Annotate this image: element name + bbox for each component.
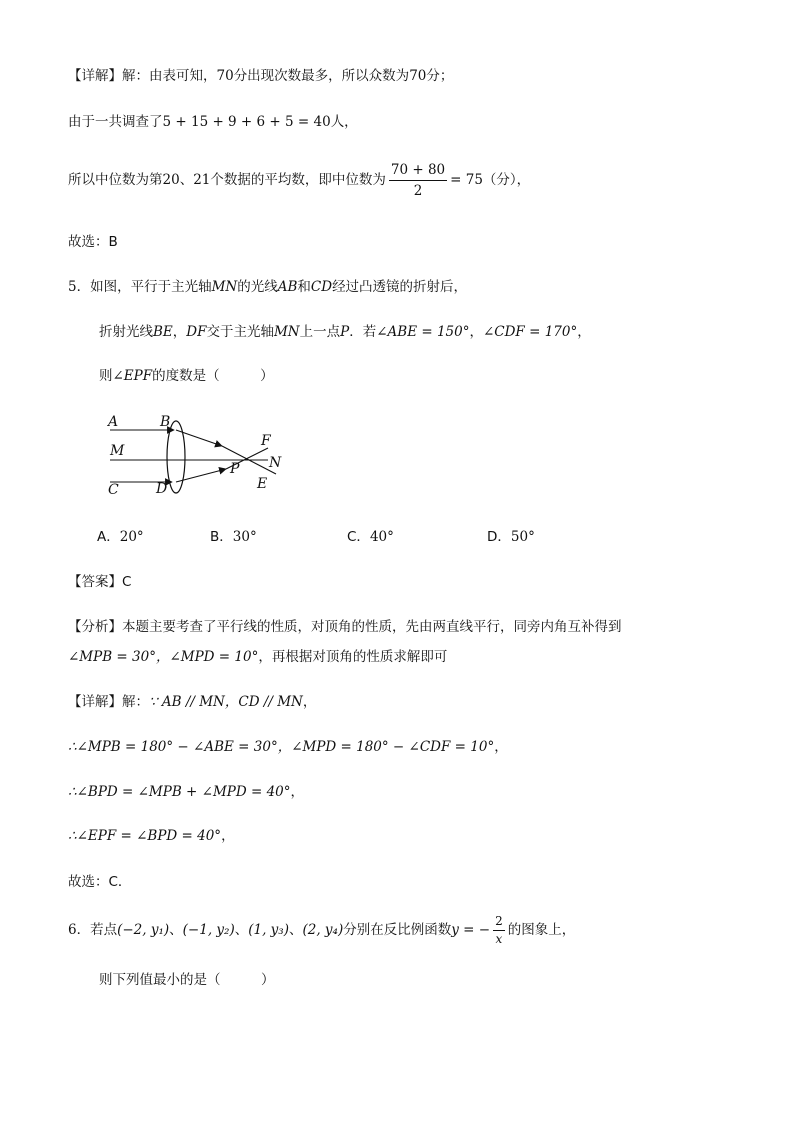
choice-label: C． [347,529,370,545]
analysis-line-2 [68,647,447,667]
answer-line [68,572,131,592]
text: 个数据的平均数，即中位数为 [210,172,386,188]
detail-line-2 [68,112,358,132]
number: 70 [216,68,234,84]
text: 交于主光轴 [206,324,274,340]
text: 由于一共调查了 [68,114,163,130]
text: 分别在反比例函数 [343,922,452,938]
question-number: 6． [68,922,91,938]
math: ∴∠MPB = 180° − ∠ABE = 30°，∠MPD = 180° − ∠CDF = 10° [68,739,495,755]
lens-diagram [104,410,304,510]
text: ， [290,784,305,800]
math: MN [273,324,300,340]
point: (1, y₃) [248,922,289,938]
detail-solution-5 [68,872,131,892]
math: BE [153,324,173,340]
number: 21 [193,172,211,188]
choice-value: 30° [232,529,257,545]
text: 的光线 [237,279,278,295]
text: ， [172,324,187,340]
math: ∠ABE = 150° [376,324,470,340]
choice-label: A． [97,529,120,545]
detail-line-1 [68,66,453,86]
text: 如图，平行于主光轴 [90,279,212,295]
label-e: E [257,476,268,492]
q5-stem-line-3 [99,366,274,386]
q5-stem-line-1 [68,277,467,297]
ray-be-arrow [176,430,222,446]
number: 70 [409,68,427,84]
text: 【答案】C [68,574,132,590]
text: 所以中位数为第 [68,172,163,188]
detail-solution-4 [68,826,235,846]
choice-label: D． [487,529,511,545]
text: 【详解】解： [68,694,149,710]
point: (−1, y₂) [182,922,235,938]
text: 人， [330,114,358,130]
text: 则 [99,368,113,384]
math: y = − [451,922,491,938]
choice-value: 20° [119,529,144,545]
text: 和 [297,279,311,295]
text: ， [302,694,317,710]
text: ， [577,324,591,340]
point: (−2, y₁) [117,922,170,938]
text: 的图象上， [507,922,576,938]
label-f: F [261,433,271,449]
math: ∠EPF [112,368,153,384]
text: 【详解】解：由表可知， [68,68,217,84]
label-a: A [108,414,119,430]
choice-d[interactable] [487,527,535,547]
text: 上一点 [299,324,341,340]
choice-c[interactable] [347,527,394,547]
select-line [68,232,118,252]
numerator: 2 [493,914,505,931]
number: 20 [162,172,180,188]
fraction [389,161,447,200]
text: 、 [179,172,194,188]
text: 【分析】本题主要考查了平行线的性质，对顶角的性质，先由两直线平行，同旁内角互补得到 [68,619,622,635]
label-m: M [110,443,125,459]
text: 故选：C． [68,874,132,890]
math: ∴∠BPD = ∠MPB + ∠MPD = 40° [68,784,291,800]
choice-a[interactable] [97,527,144,547]
q5-stem-line-2 [99,322,591,342]
label-p: P [230,461,240,477]
text: 分； [426,68,454,84]
text: 、 [234,922,249,938]
analysis-line-1 [68,617,622,637]
math: DF [186,324,207,340]
text: 若点 [90,922,118,938]
math: ∠CDF = 170° [482,324,578,340]
text: 故选：B [68,234,118,250]
numerator: 70 + 80 [389,161,447,181]
math: P [340,324,350,340]
text: ，再根据对顶角的性质求解即可 [258,649,448,665]
math: AB [277,279,298,295]
question-number: 5． [68,279,91,295]
detail-line-3 [68,158,530,202]
text: ， [469,324,483,340]
math: CD [310,279,333,295]
text: ．若 [349,324,377,340]
math: ∵ AB // MN，CD // MN [149,694,303,710]
text: ， [494,739,508,755]
text: 经过凸透镜的折射后， [332,279,468,295]
text: 、 [169,922,183,938]
q6-stem-line-1 [68,910,575,950]
expression: 5 + 15 + 9 + 6 + 5 = 40 [162,114,331,130]
fraction [493,914,505,947]
choice-value: 40° [369,529,394,545]
label-d: D [156,481,168,497]
detail-solution-1 [68,692,316,712]
math: ∴∠EPF = ∠BPD = 40° [68,828,222,844]
text: 分出现次数最多，所以众数为 [233,68,410,84]
text: 、 [288,922,303,938]
math: MN [211,279,238,295]
choice-b[interactable] [210,527,257,547]
text: 折射光线 [99,324,153,340]
detail-solution-3 [68,782,304,802]
expression: = 75 [450,172,483,188]
text: 的度数是（ ） [152,368,274,384]
denominator: x [495,931,503,946]
detail-solution-2 [68,737,508,757]
choice-value: 50° [510,529,535,545]
point: (2, y₄) [302,922,344,938]
choice-label: B． [210,529,233,545]
label-b: B [160,414,171,430]
text: 则下列值最小的是（ ） [99,972,275,988]
math: ∠MPB = 30°，∠MPD = 10° [68,649,259,665]
q6-stem-line-2 [99,970,275,990]
label-n: N [269,455,282,471]
denominator: 2 [413,182,423,199]
text: （分）， [482,172,531,188]
label-c: C [108,482,119,498]
text: ， [221,828,235,844]
